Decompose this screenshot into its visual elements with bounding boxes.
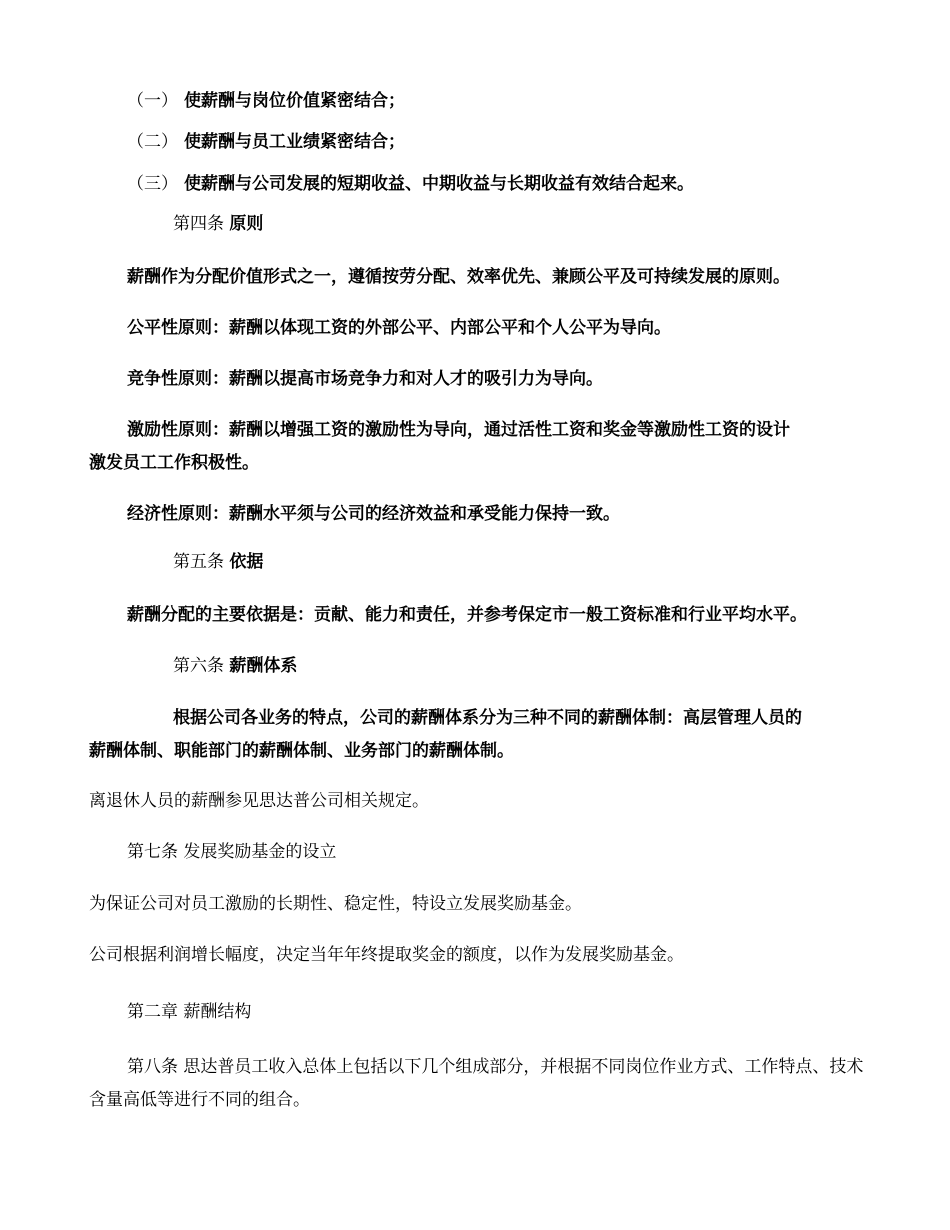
basis-paragraph: 薪酬分配的主要依据是：贡献、能力和责任，并参考保定市一般工资标准和行业平均水平。 bbox=[127, 605, 807, 625]
article-number: 第五条 bbox=[173, 552, 224, 572]
principle-economic: 经济性原则：薪酬水平须与公司的经济效益和承受能力保持一致。 bbox=[127, 504, 620, 524]
objective-item-1 bbox=[127, 89, 405, 113]
article-title: 原则 bbox=[229, 214, 264, 234]
chapter-2-heading: 第二章 薪酬结构 bbox=[127, 1002, 252, 1022]
article-7-heading: 第七条 发展奖励基金的设立 bbox=[127, 842, 337, 862]
salary-system-line1: 根据公司各业务的特点，公司的薪酬体系分为三种不同的薪酬体制：高层管理人员的 bbox=[173, 708, 802, 728]
item-label: （三） bbox=[127, 174, 178, 194]
item-text: 使薪酬与员工业绩紧密结合； bbox=[184, 132, 405, 152]
objective-item-2 bbox=[127, 130, 405, 154]
article-title: 薪酬体系 bbox=[229, 656, 298, 676]
item-label: （一） bbox=[127, 91, 178, 111]
objective-item-3 bbox=[127, 172, 694, 196]
article-number: 第四条 bbox=[173, 214, 224, 234]
salary-system-line2: 薪酬体制、职能部门的薪酬体制、业务部门的薪酬体制。 bbox=[89, 741, 514, 761]
item-label: （二） bbox=[127, 132, 178, 152]
retiree-paragraph: 离退休人员的薪酬参见思达普公司相关规定。 bbox=[89, 791, 429, 811]
article-6-heading bbox=[173, 654, 297, 678]
article-title: 依据 bbox=[229, 552, 264, 572]
article-number: 第六条 bbox=[173, 656, 224, 676]
item-text: 使薪酬与公司发展的短期收益、中期收益与长期收益有效结合起来。 bbox=[184, 174, 694, 194]
fund-purpose-paragraph: 为保证公司对员工激励的长期性、稳定性，特设立发展奖励基金。 bbox=[89, 894, 582, 914]
article-8-paragraph: 第八条 思达普员工收入总体上包括以下几个组成部分，并根据不同岗位作业方式、工作特点、技术含量高低等进行不同的组合。 bbox=[89, 1057, 864, 1110]
principle-intro: 薪酬作为分配价值形式之一，遵循按劳分配、效率优先、兼顾公平及可持续发展的原则。 bbox=[127, 267, 790, 287]
article-5-heading bbox=[173, 550, 263, 574]
principle-incentive-line1: 激励性原则：薪酬以增强工资的激励性为导向，通过活性工资和奖金等激励性工资的设计 bbox=[127, 420, 790, 440]
item-text: 使薪酬与岗位价值紧密结合； bbox=[184, 91, 405, 111]
fund-amount-paragraph: 公司根据利润增长幅度，决定当年年终提取奖金的额度，以作为发展奖励基金。 bbox=[89, 945, 684, 965]
principle-competitive: 竞争性原则：薪酬以提高市场竞争力和对人才的吸引力为导向。 bbox=[127, 369, 603, 389]
principle-incentive-line2: 激发员工工作积极性。 bbox=[89, 453, 259, 473]
article-4-heading bbox=[173, 212, 263, 236]
principle-fairness: 公平性原则：薪酬以体现工资的外部公平、内部公平和个人公平为导向。 bbox=[127, 318, 671, 338]
